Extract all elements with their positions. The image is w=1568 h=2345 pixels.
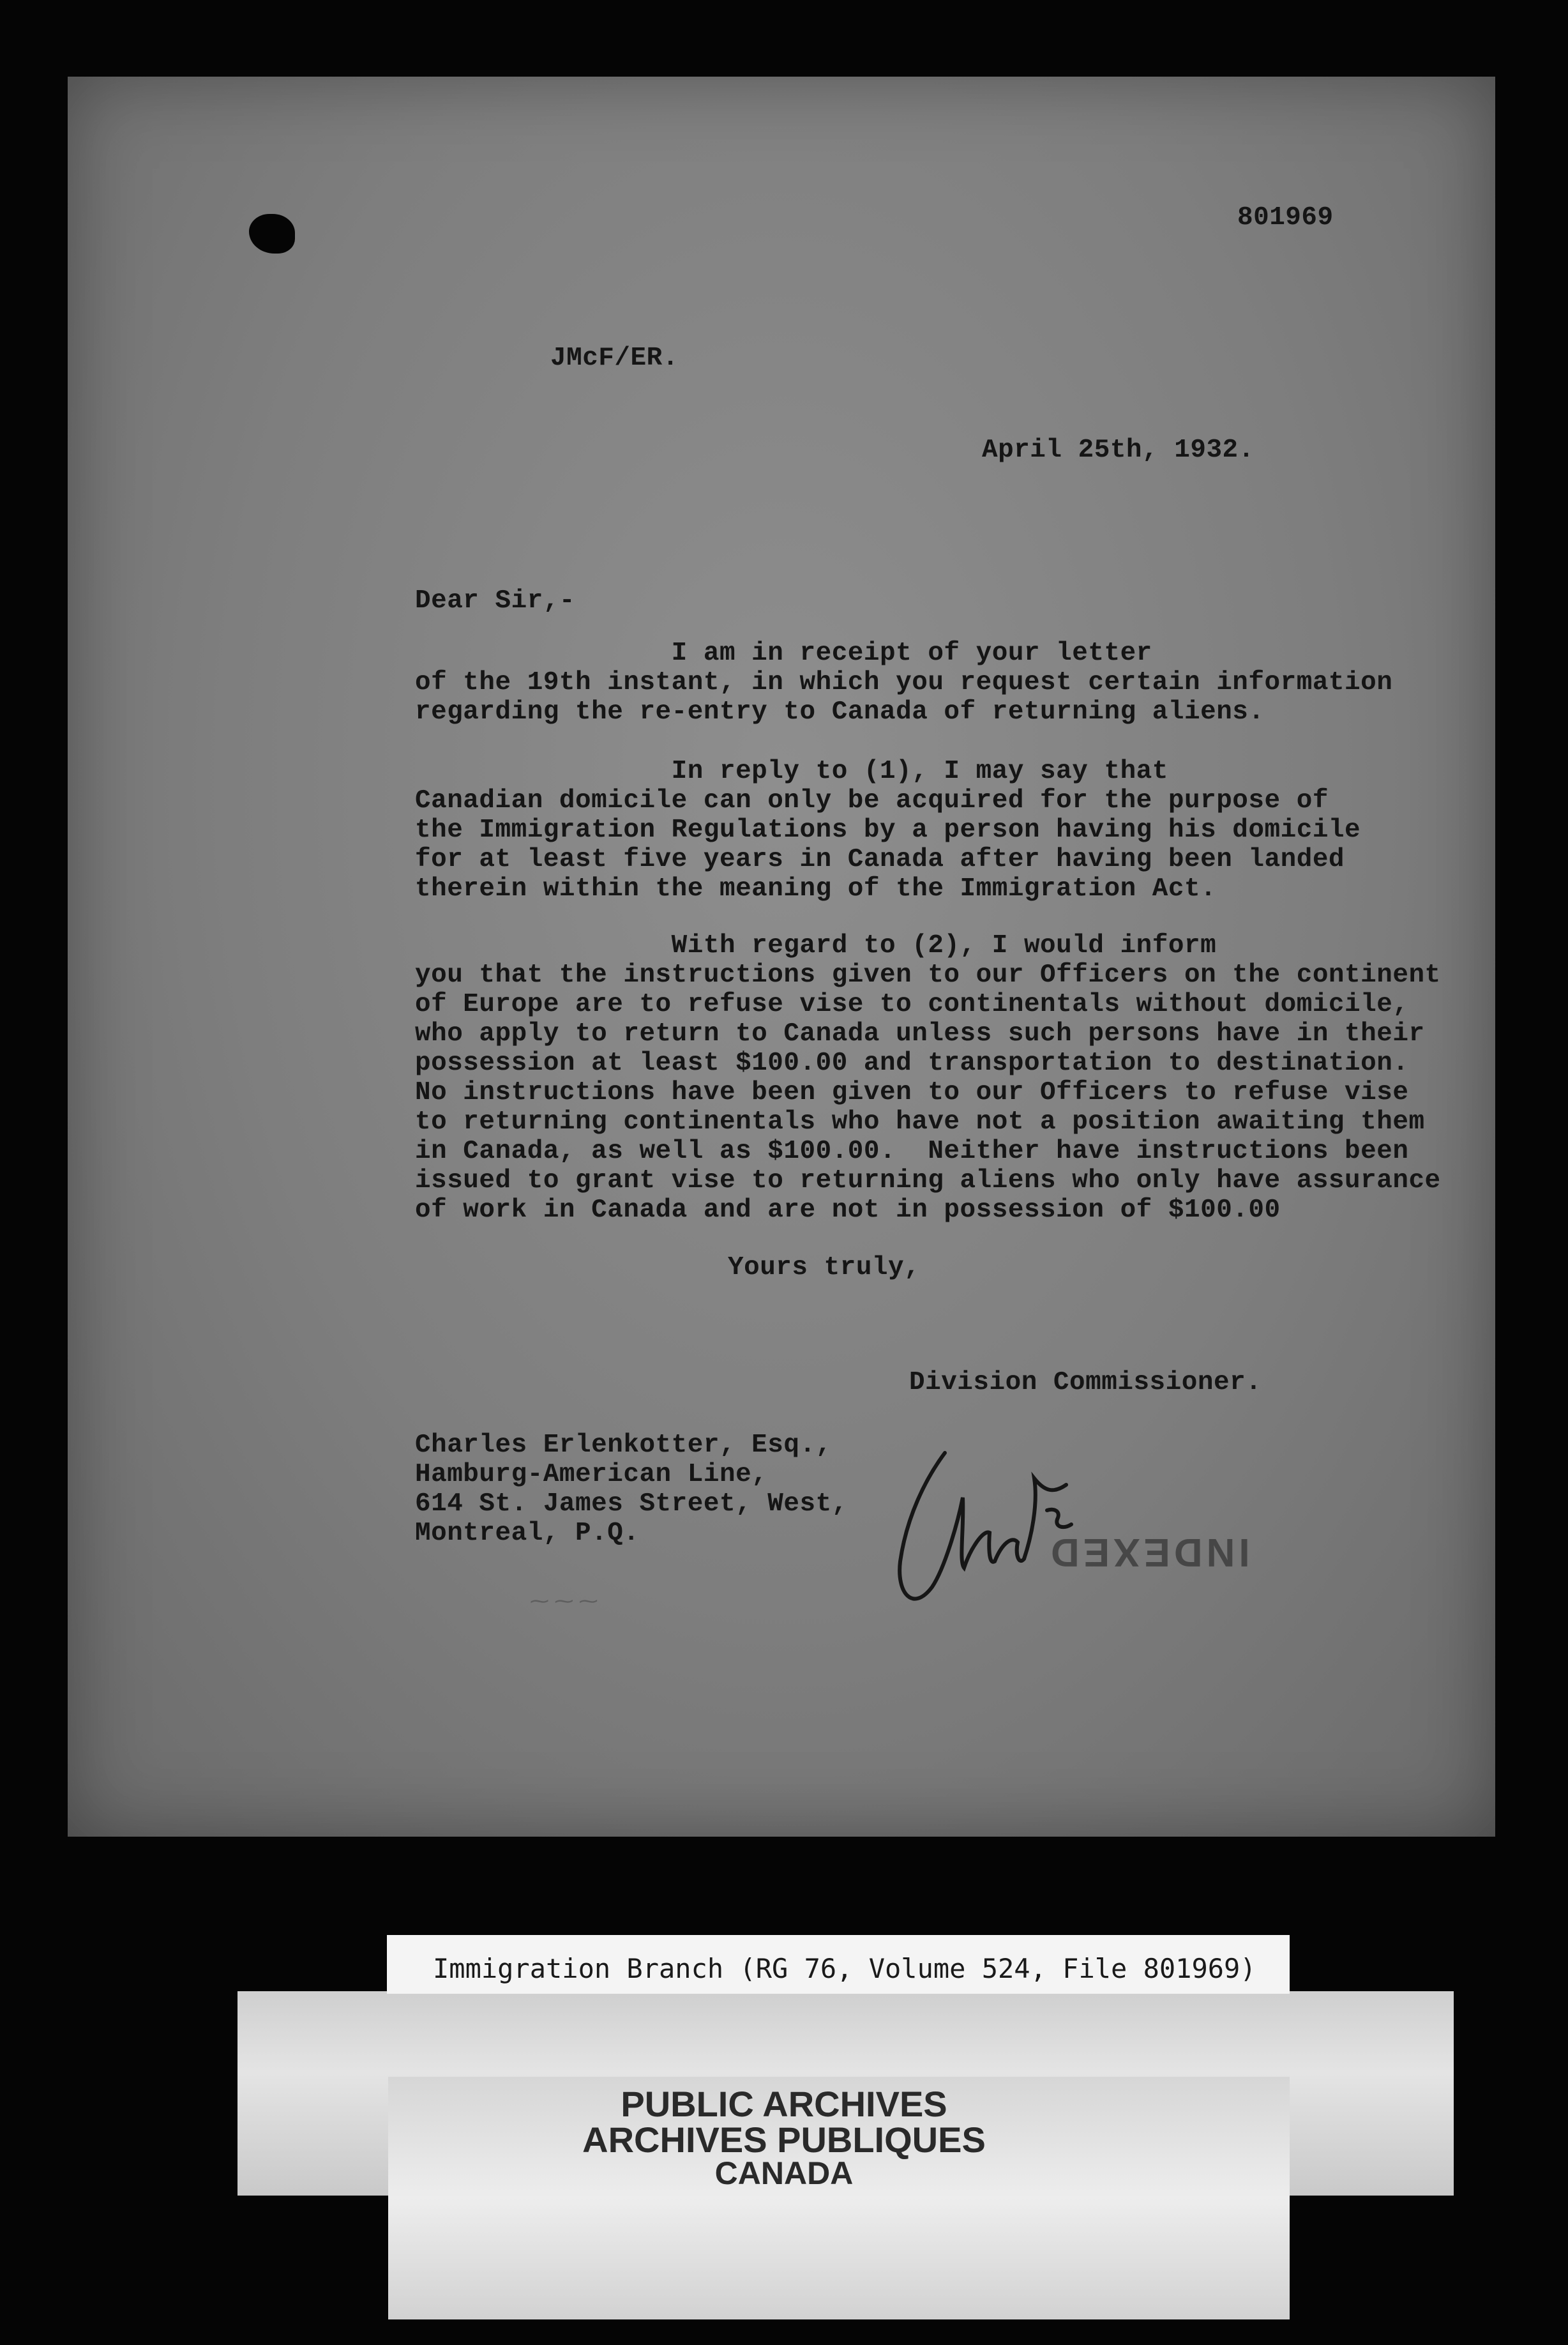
body-line: issued to grant vise to returning aliens who only have assurance xyxy=(415,1166,1441,1195)
addressee-line: Charles Erlenkotter, Esq., xyxy=(415,1431,832,1460)
body-paragraph-2 xyxy=(415,757,1361,904)
body-line: Canadian domicile can only be acquired for the purpose of xyxy=(415,786,1329,816)
body-paragraph-3 xyxy=(415,931,1441,1225)
body-line: No instructions have been given to our Officers to refuse vise xyxy=(415,1078,1409,1107)
addressee-line: Hamburg-American Line, xyxy=(415,1460,768,1489)
addressee-line: Montreal, P.Q. xyxy=(415,1519,640,1548)
body-line: With regard to (2), I would inform xyxy=(415,931,1217,960)
body-line: the Immigration Regulations by a person having his domicile xyxy=(415,816,1361,845)
closing: Yours truly, xyxy=(728,1253,921,1282)
body-line: therein within the meaning of the Immigration Act. xyxy=(415,874,1217,904)
body-line: for at least five years in Canada after having been landed xyxy=(415,845,1345,874)
addressee-block xyxy=(415,1431,848,1548)
body-line: who apply to return to Canada unless such persons have in their xyxy=(415,1019,1425,1049)
body-line: to returning continentals who have not a position awaiting them xyxy=(415,1107,1425,1137)
faint-pencil-mark: ⁓ ⁓ ⁓ xyxy=(530,1591,598,1612)
archive-stamp-line: ARCHIVES PUBLIQUES xyxy=(582,2120,986,2160)
archive-stamp-line: PUBLIC ARCHIVES xyxy=(621,2084,947,2124)
indexed-stamp: INDEXED xyxy=(1047,1530,1250,1574)
body-line: I am in receipt of your letter xyxy=(415,639,1152,668)
letter-date: April 25th, 1932. xyxy=(982,436,1255,465)
body-line: of work in Canada and are not in possession of $100.00 xyxy=(415,1195,1281,1225)
body-line: In reply to (1), I may say that xyxy=(415,757,1168,786)
archive-citation: Immigration Branch (RG 76, Volume 524, File 801969) xyxy=(433,1953,1256,1984)
addressee-line: 614 St. James Street, West, xyxy=(415,1489,848,1519)
body-paragraph-1 xyxy=(415,639,1392,727)
body-line: of the 19th instant, in which you request certain information xyxy=(415,668,1393,697)
body-line: regarding the re-entry to Canada of returning aliens. xyxy=(415,697,1265,727)
body-line: in Canada, as well as $100.00. Neither have instructions been xyxy=(415,1137,1409,1166)
signatory-title: Division Commissioner. xyxy=(909,1368,1262,1397)
salutation: Dear Sir,- xyxy=(415,586,576,616)
reference-initials: JMcF/ER. xyxy=(550,344,679,373)
body-line: you that the instructions given to our Officers on the continent xyxy=(415,960,1441,990)
file-number: 801969 xyxy=(1237,203,1334,232)
archive-stamp-line: CANADA xyxy=(714,2155,854,2191)
body-line: possession at least $100.00 and transportation to destination. xyxy=(415,1049,1409,1078)
body-line: of Europe are to refuse vise to continentals without domicile, xyxy=(415,990,1409,1019)
